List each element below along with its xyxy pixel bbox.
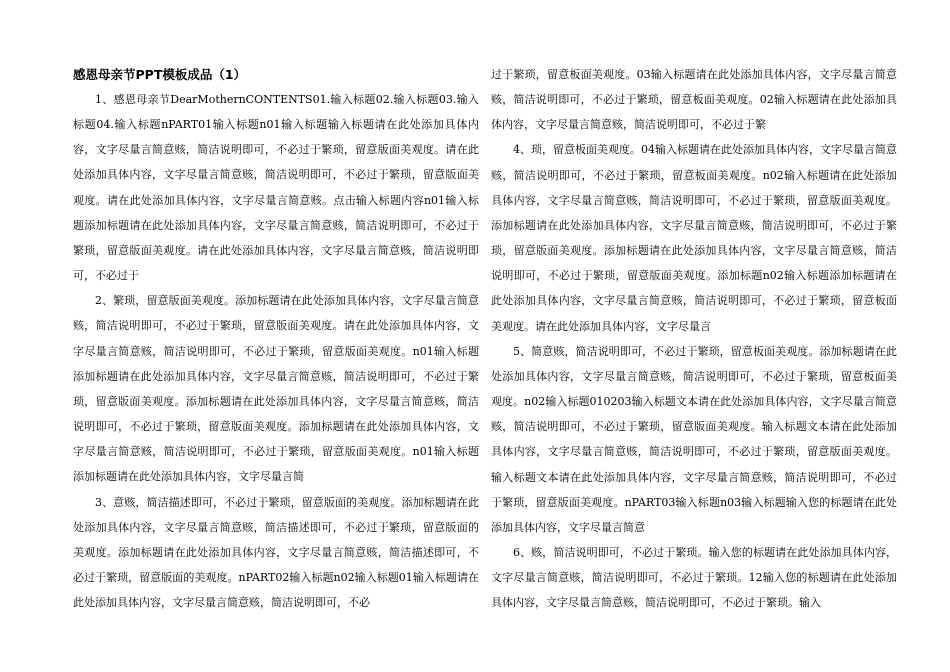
- document-title: 感恩母亲节PPT模板成品（1）: [73, 67, 247, 82]
- paragraph-3: 3、意赅，简洁描述即可，不必过于繁琐，留意版面的美观度。添加标题请在此处添加具体内容，文字尽量言简意赅，简洁描述即可，不必过于繁琐，留意版面的美观度。添加标题请在此处添加具体内容，文字尽量言简意赅，简洁描述即可，不必过于繁琐，留意版面的美观度。nPART02输入标题n02输入标题01输入标题请在此处添加具体内容，文字尽量言简意赅，简洁说明即可，不必: [73, 495, 479, 610]
- paragraph-4: 4、琐，留意板面美观度。04输入标题请在此处添加具体内容，文字尽量言简意赅，简洁说明即可，不必过于繁琐，留意板面美观度。n02输入标题请在此处添加具体内容，文字尽量言简意赅，简洁说明即可，不必过于繁琐，留意版面美观度。添加标题请在此处添加具体内容，文字尽量言简意赅，简洁说明即可，不必过于繁琐，留意版面美观度。添加标题请在此处添加具体内容，文字尽量言简意赅，简洁说明即可，不必过于繁琐，留意版面美观度。添加标题n02输入标题添加标题请在此处添加具体内容，文字尽量言简意赅，简洁说明即可，不必过于繁琐，留意板面美观度。请在此处添加具体内容，文字尽量言: [491, 143, 897, 333]
- right-column: [491, 62, 897, 615]
- paragraph-3-continued: 过于繁琐，留意板面美观度。03输入标题请在此处添加具体内容，文字尽量言简意赅，简洁说明即可，不必过于繁琐，留意板面美观度。02输入标题请在此处添加具体内容，文字尽量言简意赅，简洁说明即可，不必过于繁: [491, 68, 897, 132]
- paragraph-1: 1、感恩母亲节DearMothernCONTENTS01.输入标题02.输入标题03.输入标题04.输入标题nPART01输入标题n01输入标题输入标题请在此处添加具体内容，文字尽量言简意赅，简洁说明即可，不必过于繁琐，留意版面美观度。请在此处添加具体内容，文字尽量言简意赅，简洁说明即可，不必过于繁琐，留意版面美观度。请在此处添加具体内容，文字尽量言简意赅。点击输入标题内容n01输入标题添加标题请在此处添加具体内容，文字尽量言简意赅，简洁说明即可，不必过于繁琐，留意版面美观度。请在此处添加具体内容，文字尽量言简意赅，简洁说明即可，不必过于: [73, 93, 479, 283]
- left-column: [73, 62, 479, 615]
- paragraph-6: 6、赅，简洁说明即可，不必过于繁琐。输入您的标题请在此处添加具体内容，文字尽量言简意赅，简洁说明即可，不必过于繁琐。12输入您的标题请在此处添加具体内容，文字尽量言简意赅，简洁说明即可，不必过于繁琐。输入: [491, 545, 897, 610]
- paragraph-2: 2、繁琐，留意版面美观度。添加标题请在此处添加具体内容，文字尽量言简意赅，简洁说明即可，不必过于繁琐，留意版面美观度。请在此处添加具体内容，文字尽量言简意赅，简洁说明即可，不必过于繁琐，留意版面美观度。n01输入标题添加标题请在此处添加具体内容，文字尽量言简意赅，简洁说明即可，不必过于繁琐，留意版面美观度。添加标题请在此处添加具体内容，文字尽量言简意赅，简洁说明即可，不必过于繁琐，留意版面美观度。添加标题请在此处添加具体内容，文字尽量言简意赅，简洁说明即可，不必过于繁琐，留意版面美观度。n01输入标题添加标题请在此处添加具体内容，文字尽量言简: [73, 294, 479, 484]
- paragraph-5: 5、简意赅，简洁说明即可，不必过于繁琐，留意板面美观度。添加标题请在此处添加具体内容，文字尽量言简意赅，简洁说明即可，不必过于繁琐，留意板面美观度。n02输入标题010203输入标题文本请在此处添加具体内容，文字尽量言简意赅，简洁说明即可，不必过于繁琐，留意版面美观度。输入标题文本请在此处添加具体内容，文字尽量言简意赅，简洁说明即可，不必过于繁琐，留意版面美观度。输入标题文本请在此处添加具体内容，文字尽量言简意赅，简洁说明即可，不必过于繁琐，留意版面美观度。nPART03输入标题n03输入标题输入您的标题请在此处添加具体内容，文字尽量言简意: [491, 344, 897, 534]
